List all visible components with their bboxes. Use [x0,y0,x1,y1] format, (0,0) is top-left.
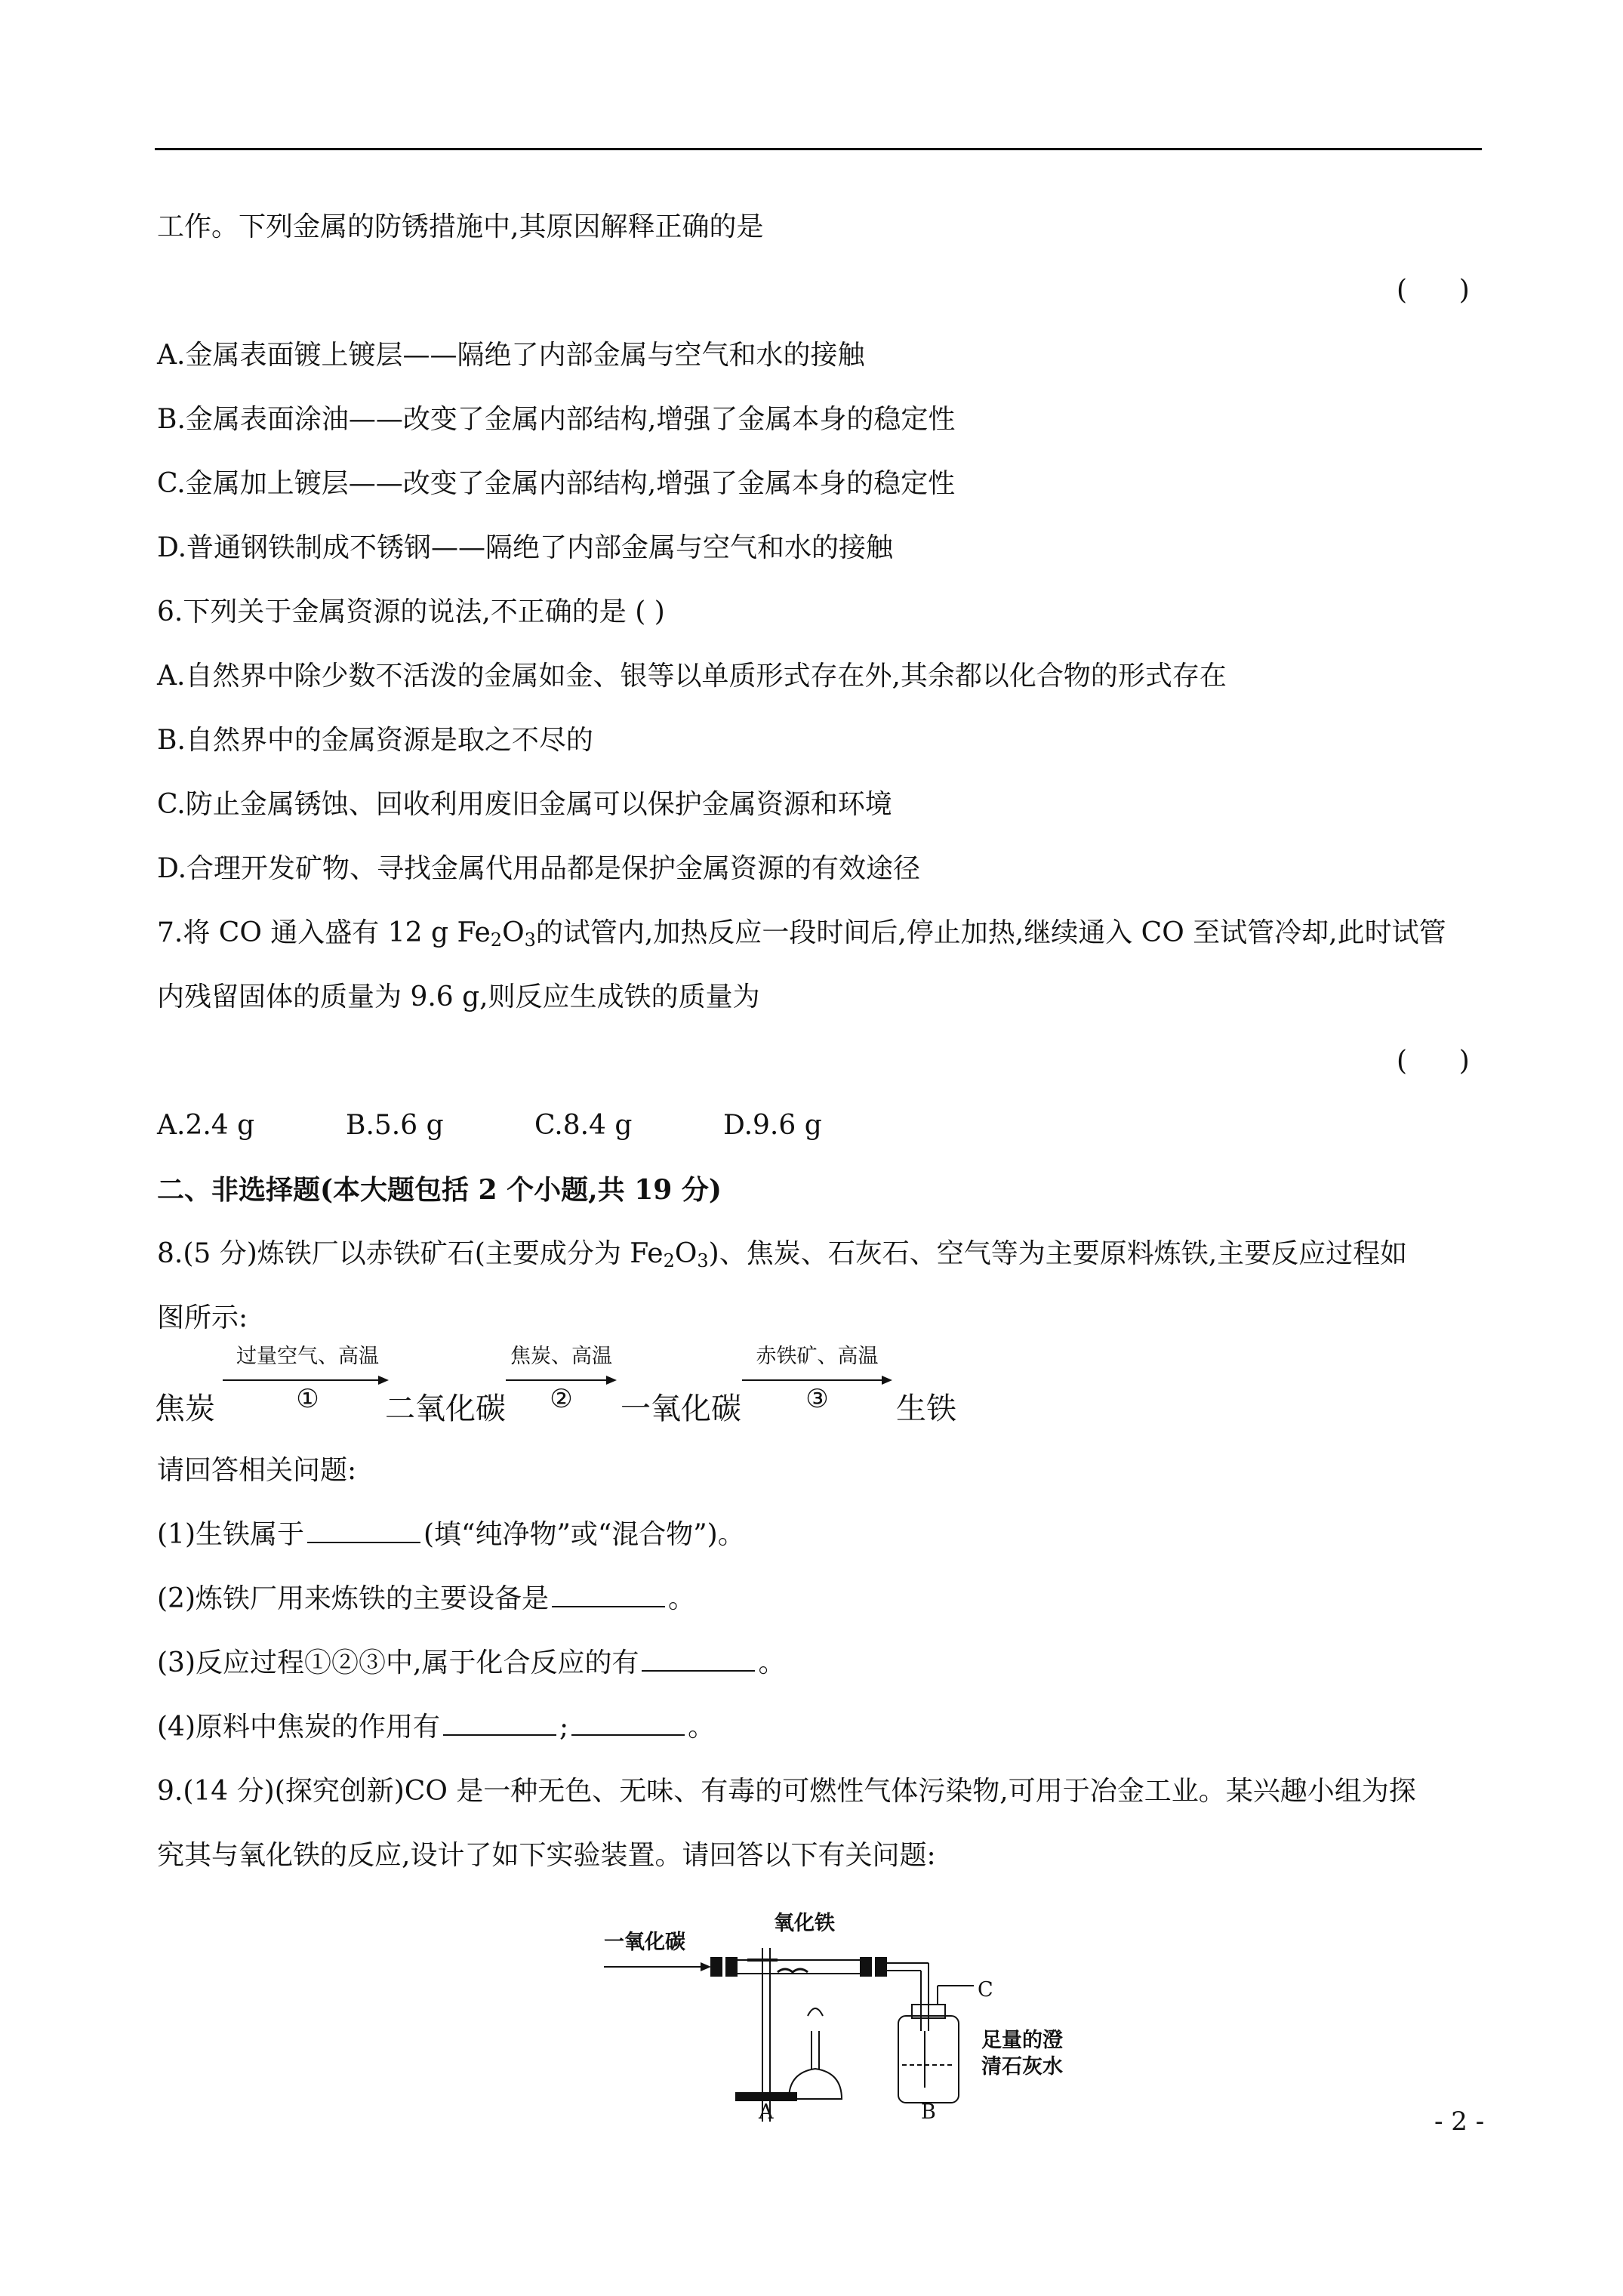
text-segment: 8.(5 分)炼铁厂以赤铁矿石(主要成分为 Fe [157,1238,664,1269]
answer-blank[interactable] [571,1712,685,1736]
question-8 [157,1237,1407,1278]
text-segment: 。 [758,1647,786,1678]
text-line: 工作。下列金属的防锈措施中,其原因解释正确的是 [157,211,764,242]
step-1: ① [296,1384,319,1414]
option-b: B.5.6 g [346,1110,444,1141]
text-segment: O [502,917,525,948]
option-d: D.普通钢铁制成不锈钢——隔绝了内部金属与空气和水的接触 [157,532,894,563]
label-a: A [759,2100,774,2124]
label-b: B [921,2100,936,2124]
text-segment: (2)炼铁厂用来炼铁的主要设备是 [157,1583,549,1614]
text-segment: )、焦炭、石灰石、空气等为主要原料炼铁,主要反应过程如 [708,1238,1408,1269]
substance-pig-iron: 生铁 [896,1391,956,1426]
step-2: ② [550,1384,573,1414]
condition-3: 赤铁矿、高温 [756,1345,879,1368]
text-segment: 的试管内,加热反应一段时间后,停止加热,继续通入 CO 至试管冷却,此时试管 [535,917,1446,948]
header-rule [155,148,1482,150]
reaction-flow-diagram [155,1342,985,1433]
text-segment: (4)原料中焦炭的作用有 [157,1712,440,1743]
text-segment: ; [559,1712,569,1743]
text-segment: (3)反应过程①②③中,属于化合反应的有 [157,1647,639,1678]
text-segment: 7.将 CO 通入盛有 12 g Fe [157,917,491,948]
label-limewater-2: 清石灰水 [981,2055,1063,2079]
text-segment: (填“纯净物”或“混合物”)。 [423,1519,745,1550]
substance-co2: 二氧化碳 [385,1391,506,1426]
answer-blank[interactable] [552,1583,665,1607]
substance-co: 一氧化碳 [621,1391,741,1426]
substance-coke: 焦炭 [155,1391,215,1426]
answer-blank[interactable] [642,1647,755,1672]
text-segment: O [674,1238,698,1269]
option-a: A.2.4 g [157,1110,255,1141]
label-c: C [978,1978,993,2002]
text-segment: 。 [668,1583,696,1614]
sub-question-1 [157,1518,745,1552]
option-a: A.金属表面镀上镀层——隔绝了内部金属与空气和水的接触 [157,340,865,371]
text-line: 请回答相关问题: [157,1455,357,1486]
option-a: A.自然界中除少数不活泼的金属如金、银等以单质形式存在外,其余都以化合物的形式存在 [157,661,1227,692]
option-b: B.自然界中的金属资源是取之不尽的 [157,725,593,756]
label-carbon-monoxide: 一氧化碳 [604,1931,685,1954]
answer-bracket: ( ) [1397,1046,1470,1077]
apparatus-diagram [596,1903,1125,2122]
label-iron-oxide: 氧化铁 [774,1912,835,1935]
text-line: 究其与氧化铁的反应,设计了如下实验装置。请回答以下有关问题: [157,1840,936,1871]
question-7 [157,916,1446,957]
subscript: 3 [524,929,536,951]
option-c: C.防止金属锈蚀、回收利用废旧金属可以保护金属资源和环境 [157,789,892,820]
text-line: 图所示: [157,1302,248,1333]
condition-1: 过量空气、高温 [236,1345,379,1368]
text-segment: (1)生铁属于 [157,1519,304,1550]
step-3: ③ [805,1384,829,1414]
subscript: 2 [490,929,503,951]
section-heading: 二、非选择题(本大题包括 2 个小题,共 19 分) [157,1174,722,1206]
option-d: D.合理开发矿物、寻找金属代用品都是保护金属资源的有效途径 [157,853,921,884]
option-c: C.金属加上镀层——改变了金属内部结构,增强了金属本身的稳定性 [157,468,956,499]
subscript: 2 [663,1250,675,1271]
sub-question-3 [157,1646,785,1681]
question-6: 6.下列关于金属资源的说法,不正确的是 ( ) [157,596,665,627]
page-number: - 2 - [1434,2106,1485,2137]
condition-2: 焦炭、高温 [510,1345,612,1368]
subscript: 3 [697,1250,709,1271]
answer-bracket: ( ) [1397,275,1470,306]
sub-question-2 [157,1582,695,1616]
option-b: B.金属表面涂油——改变了金属内部结构,增强了金属本身的稳定性 [157,404,956,435]
answer-blank[interactable] [443,1712,556,1736]
option-d: D.9.6 g [723,1110,822,1141]
text-line: 内残留固体的质量为 9.6 g,则反应生成铁的质量为 [157,982,760,1012]
question-9: 9.(14 分)(探究创新)CO 是一种无色、无味、有毒的可燃性气体污染物,可用于冶金工业。某兴趣小组为探 [157,1776,1416,1807]
answer-blank[interactable] [307,1519,420,1543]
text-segment: 。 [688,1712,716,1743]
sub-question-4 [157,1710,715,1745]
option-c: C.8.4 g [534,1110,633,1141]
options-row [157,1108,822,1143]
label-limewater-1: 足量的澄 [981,2029,1063,2052]
